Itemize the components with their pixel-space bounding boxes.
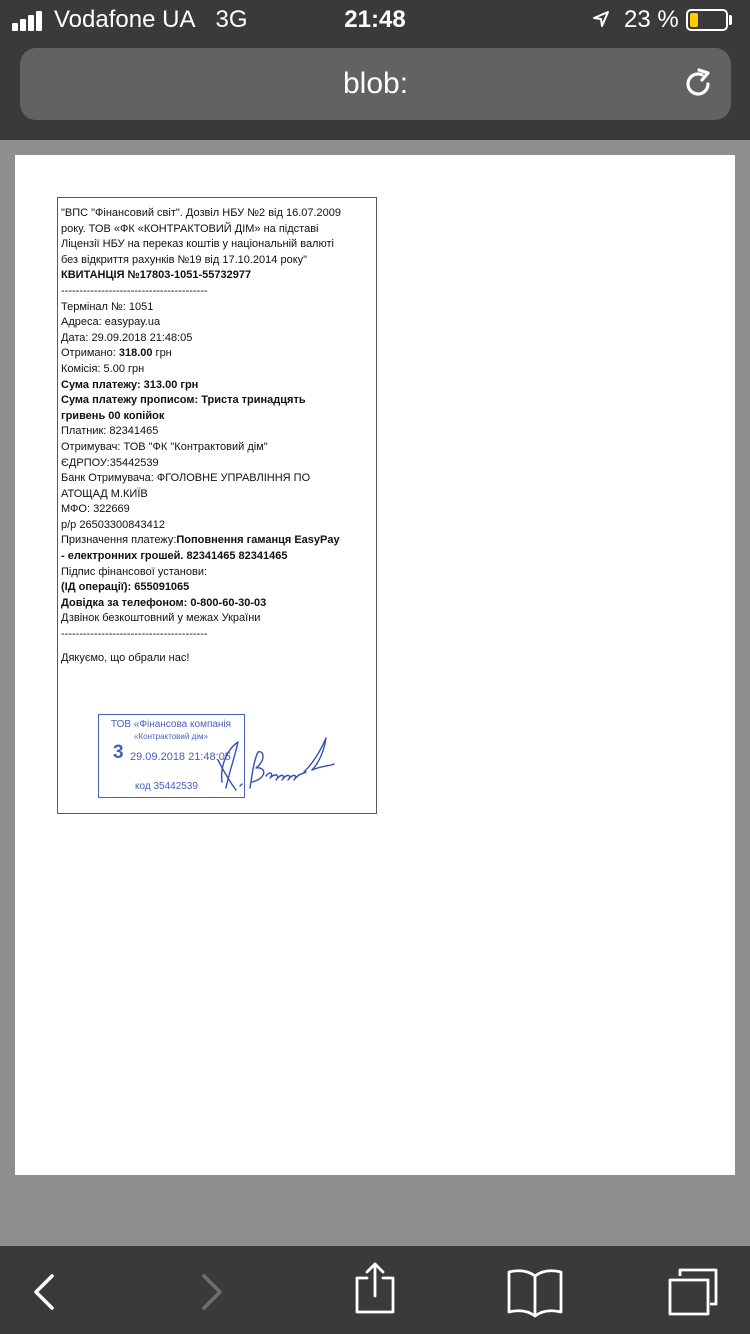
back-button[interactable] <box>4 1246 84 1334</box>
bookmarks-icon[interactable] <box>495 1246 575 1334</box>
receipt-amount: Сума платежу: 313.00 грн <box>61 378 199 391</box>
battery-percent: 23 % <box>624 6 679 33</box>
purpose-value: Поповнення гаманця EasyPay <box>176 534 340 547</box>
receipt-recipient: Отримувач: ТОВ "ФК "Контрактовий дім" <box>61 440 268 453</box>
receipt-header-line: року. ТОВ «ФК «КОНТРАКТОВИЙ ДІМ» на підставі <box>61 222 319 235</box>
bookmarks-button[interactable] <box>495 1246 575 1334</box>
tabs-icon[interactable] <box>658 1246 738 1334</box>
document-page <box>15 155 735 1175</box>
receipt-operation-id: (ІД операції): 655091065 <box>61 581 190 594</box>
receipt-title: КВИТАНЦІЯ №17803-1051-55732977 <box>61 269 252 282</box>
receipt-signature-label: Підпис фінансової установи: <box>61 565 208 578</box>
receipt-account: р/р 26503300843412 <box>61 518 165 531</box>
browser-top-bar <box>0 0 750 140</box>
stamp-number: 3 <box>113 742 124 763</box>
receipt-bank: АТОЩАД М.КИЇВ <box>61 487 148 500</box>
address-bar[interactable] <box>20 48 731 120</box>
receipt-purpose <box>61 533 375 549</box>
reload-icon[interactable] <box>680 66 716 102</box>
signature-image <box>208 720 358 800</box>
payment-receipt <box>57 197 377 814</box>
receipt-separator: ---------------------------------------- <box>61 628 208 641</box>
stamp-code: код 35442539 <box>135 781 198 792</box>
receipt-date: Дата: 29.09.2018 21:48:05 <box>61 331 193 344</box>
receipt-commission: Комісія: 5.00 грн <box>61 362 145 375</box>
battery-icon <box>686 9 728 31</box>
receipt-bank: Банк Отримувача: ФГОЛОВНЕ УПРАВЛІННЯ ПО <box>61 472 311 485</box>
received-unit: грн <box>152 347 172 360</box>
receipt-received <box>61 346 375 362</box>
carrier-name: Vodafone UA <box>54 6 196 33</box>
url-text[interactable]: blob: <box>342 67 409 100</box>
stamp-datetime: 29.09.2018 21:48:05 <box>130 751 231 763</box>
receipt-amount-words: Сума платежу прописом: Триста тринадцять <box>61 394 306 407</box>
back-icon[interactable] <box>4 1246 84 1334</box>
location-arrow-icon <box>592 10 610 28</box>
receipt-header-line: Ліцензії НБУ на переказ коштів у національній валюті <box>61 238 334 251</box>
receipt-help-phone: Довідка за телефоном: 0-800-60-30-03 <box>61 596 267 609</box>
received-label: Отримано: <box>61 347 119 360</box>
battery-level <box>690 13 698 27</box>
share-button[interactable] <box>335 1246 415 1334</box>
receipt-header-line: "ВПС "Фінансовий світ". Дозвіл НБУ №2 від 16.07.2009 <box>61 207 342 219</box>
receipt-separator: ---------------------------------------- <box>61 284 208 297</box>
status-time: 21:48 <box>344 6 406 33</box>
purpose-label: Призначення платежу: <box>61 534 177 547</box>
receipt-edrpou: ЄДРПОУ:35442539 <box>61 456 159 469</box>
stamp-company-name: «Контрактовий дім» <box>134 732 208 741</box>
receipt-terminal: Термінал №: 1051 <box>61 300 154 313</box>
received-value: 318.00 <box>118 347 153 360</box>
receipt-text <box>61 206 375 666</box>
receipt-payer: Платник: 82341465 <box>61 425 159 438</box>
forward-icon[interactable] <box>170 1246 250 1334</box>
stamp-company: ТОВ «Фінансова компанія <box>110 719 232 730</box>
receipt-spacer <box>61 643 375 651</box>
receipt-amount-words: гривень 00 копійок <box>61 409 165 422</box>
browser-toolbar <box>0 1246 750 1334</box>
receipt-mfo: МФО: 322669 <box>61 503 130 516</box>
network-type: 3G <box>215 6 248 33</box>
receipt-thanks: Дякуємо, що обрали нас! <box>61 651 190 664</box>
receipt-header-line: без відкриття рахунків №19 від 17.10.2014 року" <box>61 253 308 266</box>
tabs-button[interactable] <box>658 1246 738 1334</box>
battery-nub <box>729 15 732 25</box>
receipt-free-call: Дзвінок безкоштовний у межах України <box>61 612 261 625</box>
forward-button[interactable] <box>170 1246 250 1334</box>
receipt-address: Адреса: easypay.ua <box>61 316 161 329</box>
share-icon[interactable] <box>335 1246 415 1334</box>
receipt-purpose-cont: - електронних грошей. 82341465 82341465 <box>61 550 288 563</box>
status-bar <box>0 0 750 40</box>
